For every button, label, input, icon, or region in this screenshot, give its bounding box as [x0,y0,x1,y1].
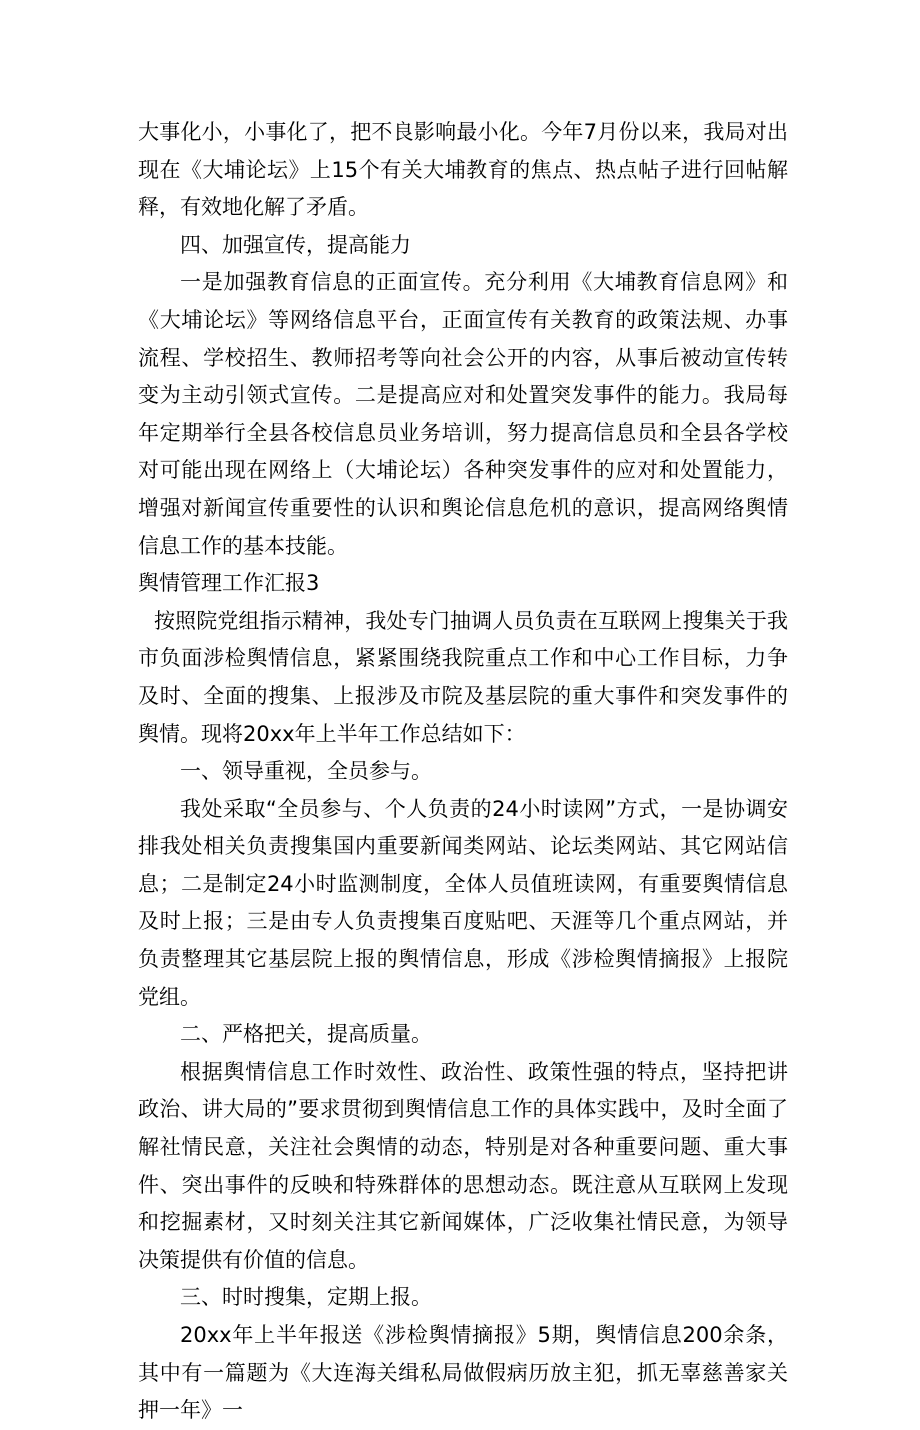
heading-section-1: 一、领导重视，全员参与。 [180,759,432,784]
document-page [138,114,788,1430]
report-title: 舆情管理工作汇报3 [138,571,320,596]
paragraph-reading-network: 我处采取“全员参与、个人负责的24小时读网”方式，一是协调安排我处相关负责搜集国内重要新闻类网站、论坛类网站、其它网站信息；二是制定24小时监测制度，全体人员值班读网，有重要舆情信息及时上报；三是由专人负责搜集百度贴吧、天涯等几个重点网站，并负责整理其它基层院上报的舆情信息，形成《涉检舆情摘报》上报院党组。 [138,796,788,1009]
paragraph-reporting: 20xx年上半年报送《涉检舆情摘报》5期，舆情信息200余条，其中有一篇题为《大连海关缉私局做假病历放主犯，抓无辜慈善家关押一年》一 [138,1323,788,1423]
paragraph-quality: 根据舆情信息工作时效性、政治性、政策性强的特点，坚持把讲政治、讲大局的”要求贯彻到舆情信息工作的具体实践中，及时全面了解社情民意，关注社会舆情的动态，特别是对各种重要问题、重大事件、突出事件的反映和特殊群体的思想动态。既注意从互联网上发现和挖掘素材，又时刻关注其它新闻媒体，广泛收集社情民意，为领导决策提供有价值的信息。 [138,1059,788,1272]
paragraph-intro: 按照院党组指示精神，我处专门抽调人员负责在互联网上搜集关于我市负面涉检舆情信息，紧紧围绕我院重点工作和中心工作目标，力争及时、全面的搜集、上报涉及市院及基层院的重大事件和突发事件的舆情。现将20xx年上半年工作总结如下： [138,608,788,746]
heading-section-3: 三、时时搜集，定期上报。 [180,1285,432,1310]
heading-section-4: 四、加强宣传，提高能力 [180,232,411,257]
paragraph-publicity: 一是加强教育信息的正面宣传。充分利用《大埔教育信息网》和《大埔论坛》等网络信息平台，正面宣传有关教育的政策法规、办事流程、学校招生、教师招考等向社会公开的内容，从事后被动宣传转变为主动引领式宣传。二是提高应对和处置突发事件的能力。我局每年定期举行全县各校信息员业务培训，努力提高信息员和全县各学校对可能出现在网络上（大埔论坛）各种突发事件的应对和处置能力，增强对新闻宣传重要性的认识和舆论信息危机的意识，提高网络舆情信息工作的基本技能。 [138,270,788,558]
paragraph-continuation: 大事化小，小事化了，把不良影响最小化。今年7月份以来，我局对出现在《大埔论坛》上15个有关大埔教育的焦点、热点帖子进行回帖解释，有效地化解了矛盾。 [138,120,788,220]
heading-section-2: 二、严格把关，提高质量。 [180,1022,432,1047]
